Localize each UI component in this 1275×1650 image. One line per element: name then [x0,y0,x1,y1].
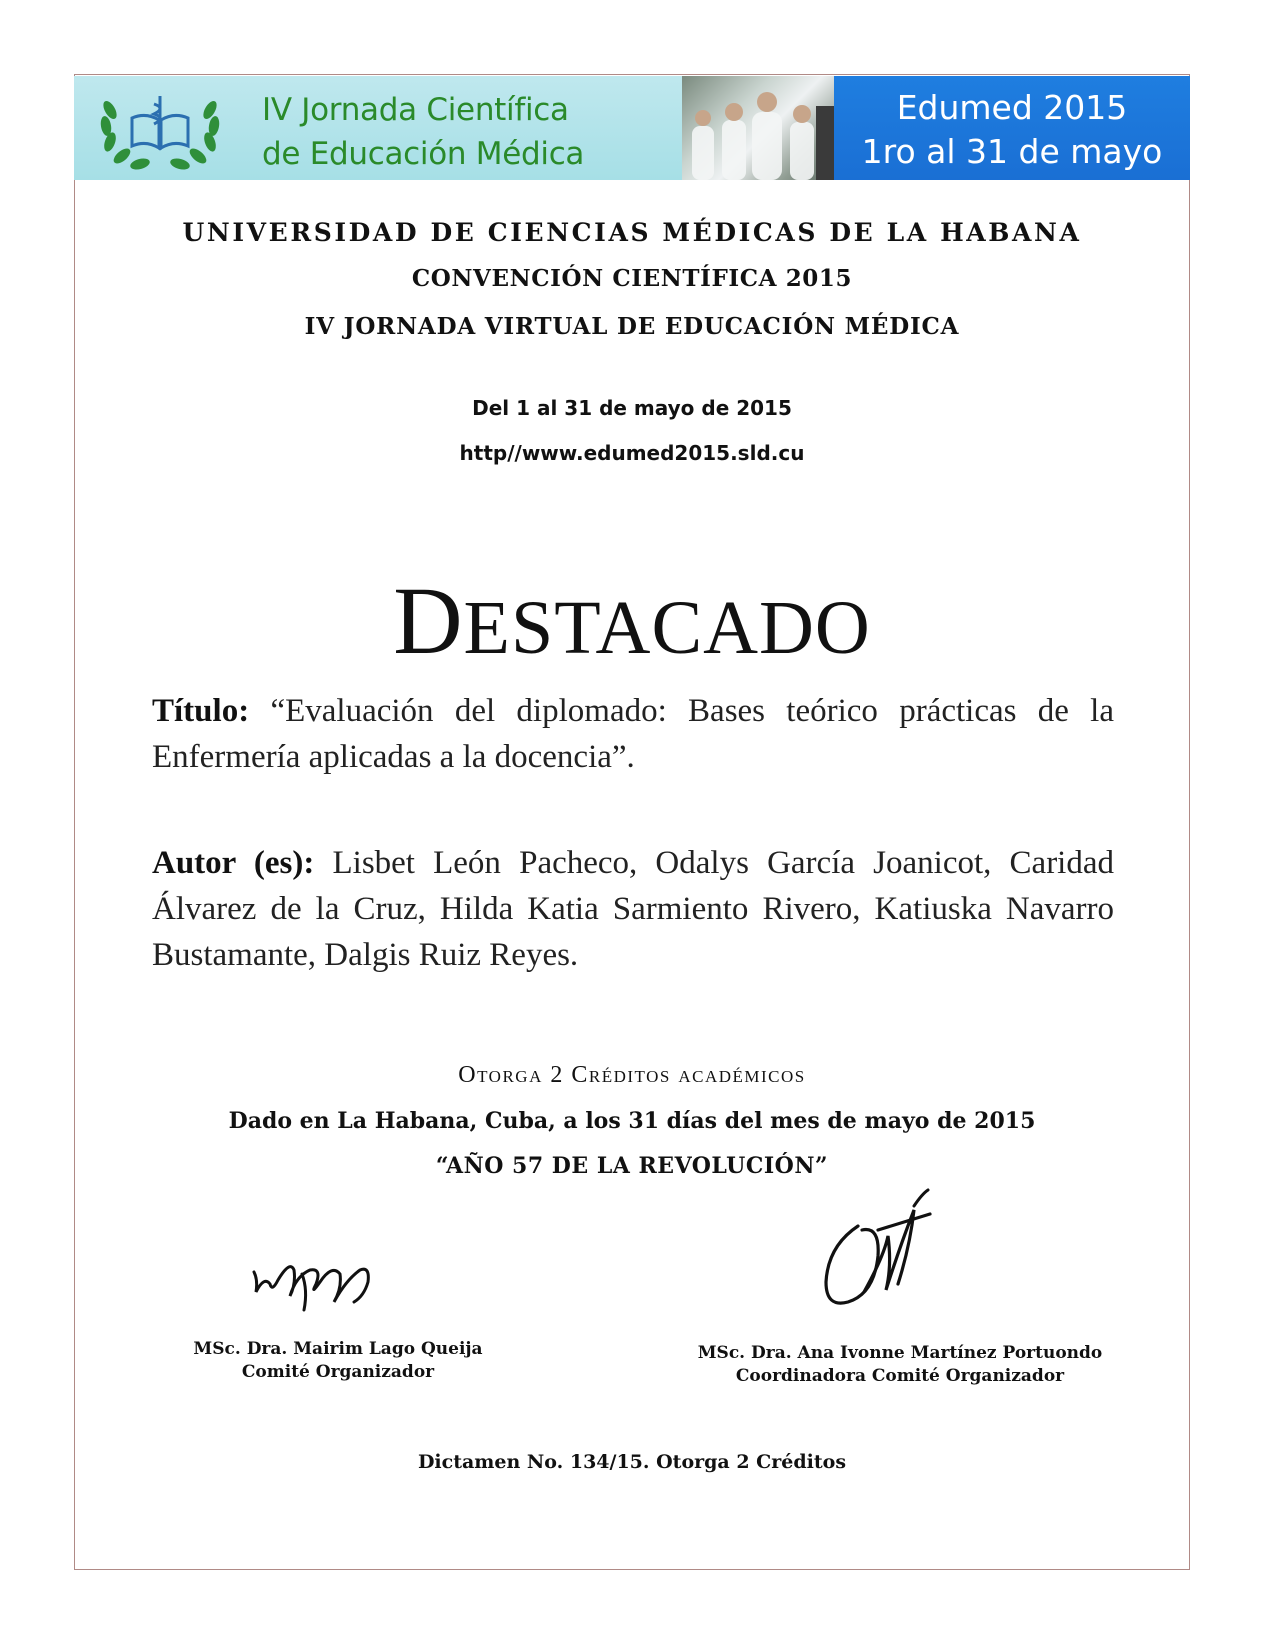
convention-heading: CONVENCIÓN CIENTÍFICA 2015 [411,265,853,292]
signatory-1 [168,1338,508,1384]
banner-event-line1: Edumed 2015 [896,88,1128,127]
banner-right-panel [834,76,1190,180]
work-title [152,688,1114,780]
signatory-2 [690,1342,1110,1388]
event-url: http//www.edumed2015.sld.cu [459,441,805,465]
signature-1-icon [250,1240,390,1320]
award-title-initial: D [393,567,464,674]
jornada-heading: IV JORNADA VIRTUAL DE EDUCACIÓN MÉDICA [304,313,960,340]
dictamen-line: Dictamen No. 134/15. Otorga 2 Créditos [417,1451,847,1473]
work-author-label: Autor (es): [152,845,315,881]
banner-event-dates [834,86,1190,174]
signatory-1-name: MSc. Dra. Mairim Lago Queija [193,1339,483,1359]
signatory-2-name: MSc. Dra. Ana Ivonne Martínez Portuondo [697,1343,1103,1363]
work-authors [152,840,1114,978]
event-dates: Del 1 al 31 de mayo de 2015 [472,396,792,420]
event-banner [74,76,1190,180]
award-title-rest: ESTACADO [463,586,871,670]
work-title-text: “Evaluación del diplomado: Bases teórico prácticas de la Enfermería aplicadas a la docencia”. [152,693,1114,775]
award-title [74,566,1190,683]
banner-event-line2: 1ro al 31 de mayo [861,132,1163,171]
signature-2-icon [818,1186,938,1316]
banner-title [262,88,682,176]
revolution-year: “AÑO 57 DE LA REVOLUCIÓN” [435,1153,829,1179]
given-line: Dado en La Habana, Cuba, a los 31 días del mes de mayo de 2015 [228,1108,1036,1134]
banner-photo [682,76,834,180]
group-photo-icon [682,76,834,180]
university-heading: UNIVERSIDAD DE CIENCIAS MÉDICAS DE LA HABANA [182,218,1082,247]
signatory-1-role: Comité Organizador [241,1362,435,1382]
signatory-2-role: Coordinadora Comité Organizador [735,1366,1065,1386]
work-title-label: Título: [152,693,250,729]
banner-title-line2: de Educación Médica [262,136,585,172]
laurel-book-logo-icon [96,88,224,172]
credits-line: Otorga 2 Créditos académicos [458,1062,806,1088]
banner-title-line1: IV Jornada Científica [262,92,569,128]
work-author-text: Lisbet León Pacheco, Odalys García Joanicot, Caridad Álvarez de la Cruz, Hilda Katia Sarmiento Rivero, Katiuska Navarro Bustamante, Dalgis Ruiz Reyes. [152,845,1114,973]
banner-left-panel [74,76,682,180]
